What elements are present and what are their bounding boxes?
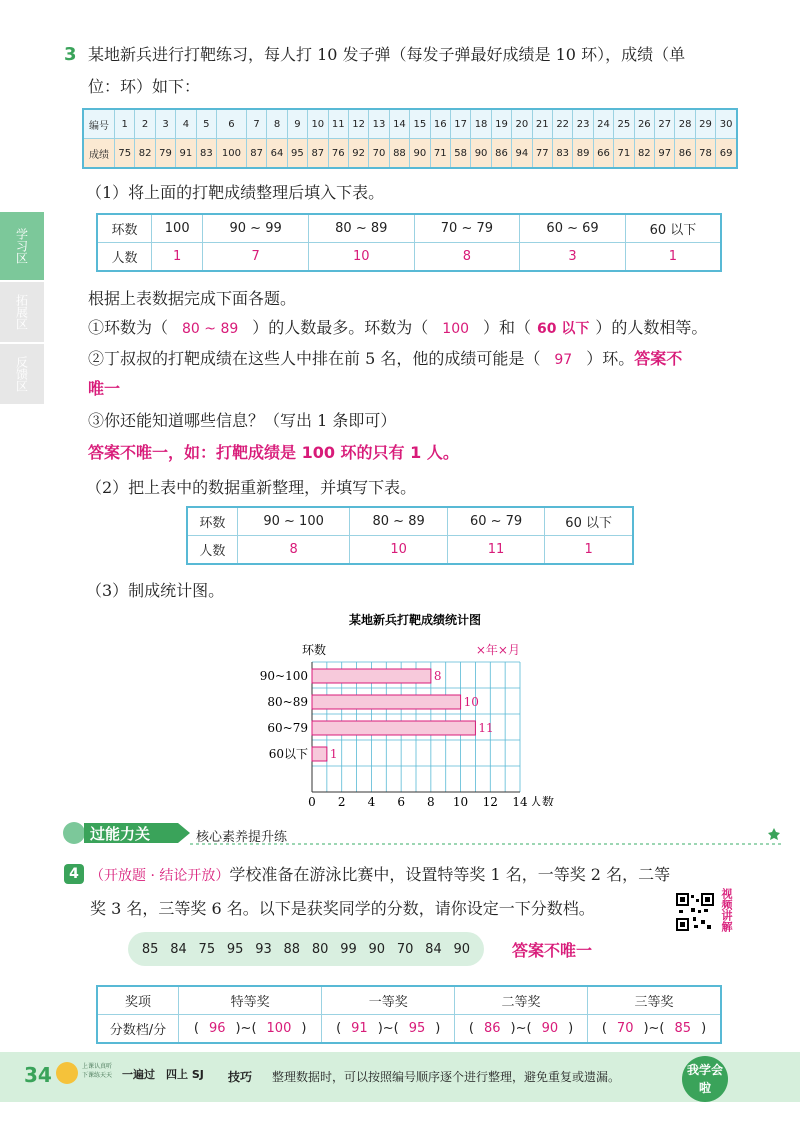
bar (312, 747, 327, 761)
score-value: 88 (283, 941, 301, 957)
text: ）的人数相等。 (595, 318, 708, 337)
table-header-cell: 60 以下 (545, 507, 633, 536)
table-value-cell: 3 (520, 243, 626, 272)
table-value-cell: 7 (203, 243, 309, 272)
text: ）的人数最多。环数为（ (252, 318, 429, 337)
range-paren: )~( (235, 1021, 257, 1036)
part3-prompt: （3）制成统计图。 (86, 581, 225, 600)
grid-id-cell: 2 (135, 109, 155, 139)
grid-row-label: 编号 (83, 109, 115, 139)
date-label: ×年×月 (475, 643, 520, 657)
score-value: 95 (226, 941, 244, 957)
grid-id-cell: 17 (450, 109, 470, 139)
data-label: 11 (478, 721, 494, 735)
grid-id-cell: 19 (491, 109, 511, 139)
table-header-cell: 80 ~ 89 (350, 507, 447, 536)
question-text: 某地新兵进行打靶练习，每人打 10 发子弹（每发子弹最好成绩是 10 环），成绩（单 (88, 45, 686, 64)
grid-id-cell: 11 (328, 109, 348, 139)
data-label: 1 (329, 747, 338, 761)
done-badge[interactable]: 我学会啦 (682, 1056, 728, 1102)
table-header-cell: 100 (152, 214, 203, 243)
range-paren: ( (193, 1021, 199, 1036)
answer-note: 答案不唯一 (512, 941, 593, 960)
category-label: 60~79 (267, 721, 308, 735)
range-paren: ) (568, 1021, 574, 1036)
grid-score-cell: 71 (430, 139, 450, 169)
table-header-cell: 特等奖 (179, 986, 322, 1015)
grid-id-cell: 29 (695, 109, 715, 139)
table-header-cell: 70 ~ 79 (414, 214, 520, 243)
grade-label: 四上 SJ (166, 1068, 204, 1081)
scores-list (128, 932, 484, 966)
grid-id-cell: 12 (348, 109, 368, 139)
category-label: 60以下 (268, 747, 308, 761)
score-value: 84 (170, 941, 187, 957)
grid-id-cell: 6 (217, 109, 247, 139)
table-row-label: 人数 (97, 243, 152, 272)
table-row-label: 人数 (187, 536, 237, 565)
table-header-cell: 60 ~ 69 (520, 214, 626, 243)
range-paren: )~( (643, 1021, 665, 1036)
table-value-cell: 1 (545, 536, 633, 565)
sidebar-tab-feedback[interactable]: 反馈区 (0, 344, 44, 404)
grid-score-cell: 66 (593, 139, 613, 169)
range-paren: ) (701, 1021, 707, 1036)
grid-id-cell: 21 (532, 109, 552, 139)
range-cell (455, 1015, 588, 1044)
score-grid (82, 108, 738, 169)
grid-id-cell: 28 (675, 109, 695, 139)
answer: 100 (442, 321, 470, 337)
score-value: 70 (396, 941, 414, 957)
grid-id-cell: 13 (369, 109, 389, 139)
grid-id-cell: 5 (196, 109, 216, 139)
grid-score-cell: 95 (287, 139, 307, 169)
grid-id-cell: 4 (176, 109, 196, 139)
grid-score-cell: 87 (308, 139, 328, 169)
grid-score-cell: 89 (573, 139, 593, 169)
x-tick-label: 0 (308, 795, 316, 806)
bar-chart (250, 608, 580, 806)
x-tick-label: 6 (397, 795, 405, 806)
range-low: 86 (483, 1021, 501, 1036)
text: ①环数为（ (88, 318, 169, 337)
table-row-label: 分数档/分 (97, 1015, 179, 1044)
table-header-cell: 90 ~ 99 (203, 214, 309, 243)
x-tick-label: 10 (452, 795, 469, 806)
question-number: 4 (64, 864, 84, 884)
category-label: 80~89 (267, 695, 308, 709)
table-value-cell: 10 (350, 536, 447, 565)
grid-score-cell: 90 (410, 139, 430, 169)
answer-note: 答案不 (634, 349, 683, 368)
table-header-cell: 一等奖 (322, 986, 455, 1015)
regrouped-table (186, 506, 634, 565)
range-high: 100 (266, 1021, 292, 1036)
grid-score-cell: 78 (695, 139, 715, 169)
grid-id-cell: 14 (389, 109, 409, 139)
range-paren: ( (336, 1021, 342, 1036)
grid-id-cell: 18 (471, 109, 491, 139)
table-header-cell: 奖项 (97, 986, 179, 1015)
text: ②丁叔叔的打靶成绩在这些人中排在前 5 名，他的成绩可能是（ (88, 349, 541, 368)
score-value: 85 (141, 941, 159, 957)
grid-score-cell: 92 (348, 139, 368, 169)
subquestion-1 (88, 317, 707, 340)
x-tick-label: 14 (512, 795, 528, 806)
grid-id-cell: 7 (246, 109, 266, 139)
table-header-cell: 80 ~ 89 (308, 214, 414, 243)
x-tick-label: 8 (427, 795, 435, 806)
grid-score-cell: 75 (115, 139, 135, 169)
grid-score-cell: 58 (450, 139, 470, 169)
range-high: 95 (408, 1021, 426, 1036)
range-paren: ( (468, 1021, 474, 1036)
range-paren: )~( (510, 1021, 532, 1036)
page-number: 34 (24, 1063, 52, 1087)
category-label: 90~100 (259, 669, 308, 683)
slogan-line: 上课认真听 (82, 1063, 113, 1070)
table-value-cell: 1 (152, 243, 203, 272)
data-label: 10 (463, 695, 479, 709)
score-value: 80 (311, 941, 329, 957)
section-subtitle: 核心素养提升练 (196, 830, 288, 845)
grid-score-cell: 97 (655, 139, 675, 169)
grid-score-cell: 82 (135, 139, 155, 169)
chart-title: 某地新兵打靶成绩统计图 (348, 613, 482, 627)
instruction: 根据上表数据完成下面各题。 (88, 289, 297, 308)
score-value: 90 (368, 941, 386, 957)
award-table (96, 985, 722, 1044)
table-value-cell: 1 (625, 243, 721, 272)
grid-id-cell: 1 (115, 109, 135, 139)
grid-id-cell: 26 (634, 109, 654, 139)
grid-score-cell: 83 (196, 139, 216, 169)
table-header-cell: 二等奖 (455, 986, 588, 1015)
grid-score-cell: 88 (389, 139, 409, 169)
y-axis-label: 环数 (302, 643, 327, 657)
subquestion-3-answer: 答案不唯一，如：打靶成绩是 100 环的只有 1 人。 (88, 443, 459, 462)
table-header-cell: 环数 (187, 507, 237, 536)
grid-row-label: 成绩 (83, 139, 115, 169)
x-axis-label: 人数 (530, 795, 555, 806)
range-high: 90 (541, 1021, 559, 1036)
table-header-cell: 60 ~ 79 (447, 507, 544, 536)
grid-id-cell: 22 (552, 109, 572, 139)
grid-score-cell: 82 (634, 139, 654, 169)
grid-score-cell: 79 (155, 139, 175, 169)
grid-score-cell: 64 (267, 139, 287, 169)
table-value-cell: 11 (447, 536, 544, 565)
subquestion-3: ③你还能知道哪些信息？（写出 1 条即可） (88, 411, 397, 430)
answer-note-cont: 唯一 (88, 379, 121, 398)
grid-score-cell: 70 (369, 139, 389, 169)
score-value: 93 (255, 941, 272, 957)
data-label: 8 (433, 669, 442, 683)
grid-id-cell: 27 (655, 109, 675, 139)
slogan-line: 下课练天天 (82, 1072, 113, 1079)
range-cell (322, 1015, 455, 1044)
grid-id-cell: 3 (155, 109, 175, 139)
score-value: 90 (453, 941, 471, 957)
text: ）环。 (586, 349, 635, 368)
grid-score-cell: 76 (328, 139, 348, 169)
grid-score-cell: 91 (176, 139, 196, 169)
grid-score-cell: 94 (512, 139, 532, 169)
brand-slogan (82, 1062, 112, 1080)
bar (312, 695, 461, 709)
table-value-cell: 10 (308, 243, 414, 272)
question-number: 3 (64, 44, 77, 65)
subquestion-2 (88, 348, 682, 371)
grid-score-cell: 77 (532, 139, 552, 169)
grid-id-cell: 10 (308, 109, 328, 139)
grid-id-cell: 20 (512, 109, 532, 139)
mascot-icon (56, 1062, 78, 1084)
sidebar-tab-study[interactable]: 学习区 (0, 212, 44, 280)
section-title: 过能力关 (90, 825, 151, 843)
table-header-cell: 环数 (97, 214, 152, 243)
range-cell (587, 1015, 721, 1044)
sidebar-tab-extend[interactable]: 拓展区 (0, 282, 44, 342)
range-paren: ) (435, 1021, 441, 1036)
range-paren: ( (601, 1021, 607, 1036)
text: ）和（ (483, 318, 532, 337)
brand-name: 一遍过 (122, 1068, 155, 1081)
bar (312, 669, 431, 683)
score-value: 84 (425, 941, 442, 957)
tip-label: 技巧 (228, 1070, 253, 1084)
frequency-table (96, 213, 722, 272)
question-tag: （开放题 · 结论开放） (90, 868, 230, 884)
range-high: 85 (674, 1021, 692, 1036)
part2-prompt: （2）把上表中的数据重新整理，并填写下表。 (86, 478, 417, 497)
grid-score-cell: 71 (614, 139, 634, 169)
tip-text: 整理数据时，可以按照编号顺序逐个进行整理，避免重复或遗漏。 (272, 1070, 621, 1084)
grid-score-cell: 100 (217, 139, 247, 169)
range-low: 96 (208, 1021, 226, 1036)
answer: 97 (554, 352, 573, 368)
grid-score-cell: 87 (246, 139, 266, 169)
x-tick-label: 4 (367, 795, 376, 806)
answer: 60 以下 (537, 321, 590, 337)
table-header-cell: 90 ~ 100 (237, 507, 350, 536)
question-text (90, 864, 670, 887)
video-label[interactable]: 视频讲解 (720, 888, 733, 932)
grid-id-cell: 23 (573, 109, 593, 139)
score-value: 75 (198, 941, 216, 957)
table-header-cell: 三等奖 (587, 986, 721, 1015)
grid-id-cell: 8 (267, 109, 287, 139)
grid-id-cell: 24 (593, 109, 613, 139)
x-tick-label: 2 (337, 795, 346, 806)
table-value-cell: 8 (237, 536, 350, 565)
grid-id-cell: 15 (410, 109, 430, 139)
question-text-cont: 位：环）如下： (88, 77, 201, 96)
x-tick-label: 12 (482, 795, 498, 806)
qr-code-icon[interactable] (676, 893, 714, 931)
range-paren: ) (301, 1021, 307, 1036)
table-header-cell: 60 以下 (625, 214, 721, 243)
range-low: 91 (351, 1021, 368, 1036)
grid-score-cell: 86 (491, 139, 511, 169)
grid-id-cell: 9 (287, 109, 307, 139)
grid-id-cell: 30 (716, 109, 737, 139)
bar (312, 721, 475, 735)
text: 学校准备在游泳比赛中，设置特等奖 1 名，一等奖 2 名，二等 (229, 865, 671, 884)
answer: 80 ~ 89 (182, 321, 239, 337)
question-text-cont: 奖 3 名，三等奖 6 名。以下是获奖同学的分数，请你设定一下分数档。 (90, 899, 595, 918)
table-value-cell: 8 (414, 243, 520, 272)
score-value: 99 (340, 941, 357, 957)
part1-prompt: （1）将上面的打靶成绩整理后填入下表。 (86, 183, 385, 202)
grid-score-cell: 86 (675, 139, 695, 169)
grid-score-cell: 69 (716, 139, 737, 169)
grid-score-cell: 83 (552, 139, 572, 169)
grid-id-cell: 16 (430, 109, 450, 139)
grid-score-cell: 90 (471, 139, 491, 169)
section-banner (62, 820, 784, 846)
range-paren: )~( (377, 1021, 399, 1036)
grid-id-cell: 25 (614, 109, 634, 139)
range-cell (179, 1015, 322, 1044)
range-low: 70 (616, 1021, 634, 1036)
